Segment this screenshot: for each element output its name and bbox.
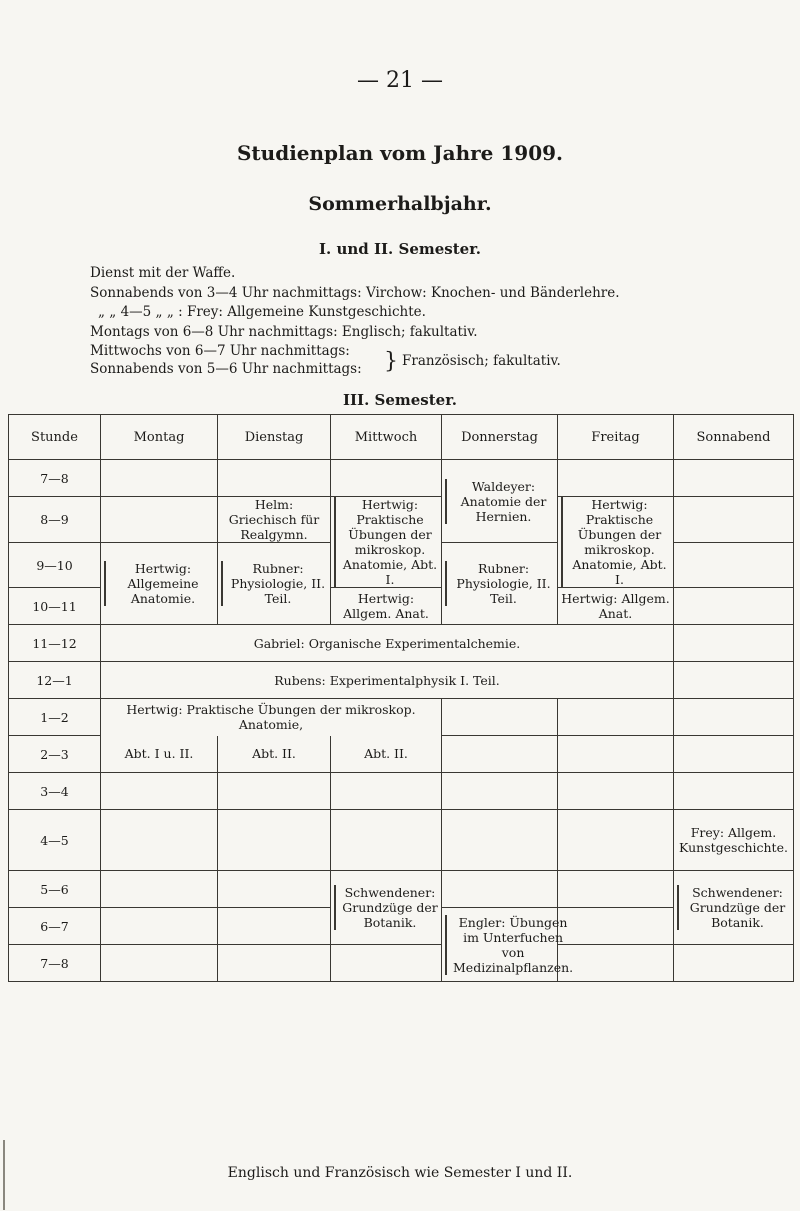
course-cell (101, 625, 674, 662)
hour-cell: 4—5 (9, 810, 101, 871)
empty-cell (558, 773, 674, 810)
empty-cell (218, 460, 331, 497)
hour-cell: 8—9 (9, 497, 101, 543)
course-cell (558, 497, 674, 588)
page-edge-mark (3, 1140, 5, 1210)
empty-cell (218, 871, 331, 908)
empty-cell (558, 945, 674, 982)
empty-cell (101, 497, 218, 543)
empty-cell (674, 625, 794, 662)
empty-cell (218, 773, 331, 810)
hour-cell: 1—2 (9, 699, 101, 736)
empty-cell (558, 736, 674, 773)
schedule-line-3: „ „ 4—5 „ „ : Frey: Allgemeine Kunstgeschichte. (98, 304, 426, 320)
header-dienstag: Dienstag (218, 415, 331, 460)
empty-cell (331, 460, 442, 497)
hour-cell: 10—11 (9, 588, 101, 625)
course-cell (218, 543, 331, 625)
table-row (9, 460, 794, 497)
hour-cell: 12—1 (9, 662, 101, 699)
header-mittwoch: Mittwoch (331, 415, 442, 460)
semester-1-2-heading: I. und II. Semester. (319, 240, 481, 258)
footer-note: Englisch und Französisch wie Semester I und II. (227, 1165, 573, 1181)
course-cell (331, 497, 442, 588)
header-montag: Montag (101, 415, 218, 460)
hour-cell: 5—6 (9, 871, 101, 908)
hour-cell: 3—4 (9, 773, 101, 810)
course-schwendener-wed: Schwendener: Grundzüge der Botanik. (334, 885, 438, 930)
course-cell (101, 699, 442, 736)
table-row (9, 871, 794, 908)
empty-cell (442, 736, 558, 773)
course-cell (331, 736, 442, 773)
course-cell (674, 871, 794, 945)
empty-cell (331, 945, 442, 982)
course-engler: Engler: Übungen im Unterfuchen von Medizinalpflanzen. (445, 915, 573, 975)
course-abt-tue: Abt. II. (252, 746, 296, 762)
schedule-line-6: Sonnabends von 5—6 Uhr nachmittags: (90, 361, 362, 377)
empty-cell (101, 871, 218, 908)
course-cell (442, 460, 558, 543)
empty-cell (674, 543, 794, 588)
course-cell (442, 908, 574, 982)
course-frey: Frey: Allgem. Kunstgeschichte. (679, 825, 788, 855)
empty-cell (101, 773, 218, 810)
empty-cell (218, 945, 331, 982)
course-hertwig-practical: Hertwig: Praktische Übungen der mikroskop. Anatomie, (126, 702, 416, 733)
table-row (9, 625, 794, 662)
empty-cell (558, 699, 674, 736)
empty-cell (442, 773, 558, 810)
empty-cell (674, 497, 794, 543)
page-number: — 21 — (357, 68, 443, 93)
course-rubens: Rubens: Experimentalphysik I. Teil. (274, 672, 500, 688)
course-cell (674, 810, 794, 871)
hour-cell: 2—3 (9, 736, 101, 773)
empty-cell (101, 945, 218, 982)
course-waldeyer: Waldeyer: Anatomie der Hernien. (445, 479, 554, 524)
course-hertwig-wed-10: Hertwig: Allgem. Anat. (343, 591, 429, 621)
hour-cell: 11—12 (9, 625, 101, 662)
header-freitag: Freitag (558, 415, 674, 460)
course-hertwig-wed: Hertwig: Praktische Übungen der mikroskop. Anatomie, Abt. I. (334, 497, 438, 587)
course-rubner-tue: Rubner: Physiologie, II. Teil. (221, 561, 327, 606)
empty-cell (101, 810, 218, 871)
empty-cell (558, 810, 674, 871)
empty-cell (218, 810, 331, 871)
table-row (9, 773, 794, 810)
course-gabriel: Gabriel: Organische Experimentalchemie. (253, 635, 521, 651)
empty-cell (674, 460, 794, 497)
semester-3-heading: III. Semester. (343, 391, 457, 409)
hour-cell: 7—8 (9, 945, 101, 982)
empty-cell (218, 908, 331, 945)
course-cell (218, 497, 331, 543)
course-abt-wed: Abt. II. (364, 746, 408, 762)
document-title: Studienplan vom Jahre 1909. (236, 141, 563, 165)
course-helm: Helm: Griechisch für Realgymn. (228, 497, 320, 542)
course-cell (101, 543, 218, 625)
empty-cell (674, 662, 794, 699)
course-cell (331, 588, 442, 625)
header-stunde: Stunde (9, 415, 101, 460)
empty-cell (331, 810, 442, 871)
course-hertwig-fri-10: Hertwig: Allgem. Anat. (561, 591, 670, 621)
empty-cell (101, 908, 218, 945)
empty-cell (558, 908, 674, 945)
table-row (9, 810, 794, 871)
empty-cell (331, 773, 442, 810)
course-cell (218, 736, 331, 773)
hour-cell: 7—8 (9, 460, 101, 497)
document-subtitle: Sommerhalbjahr. (308, 193, 492, 215)
course-cell (442, 543, 558, 625)
empty-cell (442, 871, 558, 908)
course-cell (331, 871, 442, 945)
empty-cell (674, 699, 794, 736)
empty-cell (674, 945, 794, 982)
empty-cell (442, 810, 558, 871)
course-schwendener-sat: Schwendener: Grundzüge der Botanik. (677, 885, 790, 930)
empty-cell (101, 460, 218, 497)
course-cell (101, 662, 674, 699)
course-rubner-thu: Rubner: Physiologie, II. Teil. (445, 561, 554, 606)
schedule-line-1: Dienst mit der Waffe. (90, 265, 236, 281)
course-cell (101, 736, 218, 773)
empty-cell (558, 871, 674, 908)
french-note: Französisch; fakultativ. (402, 353, 561, 369)
brace-glyph: } (384, 349, 398, 374)
schedule-line-2: Sonnabends von 3—4 Uhr nachmittags: Virchow: Knochen- und Bänderlehre. (90, 285, 620, 301)
table-row (9, 662, 794, 699)
timetable-header-row (9, 415, 794, 460)
schedule-line-4: Montags von 6—8 Uhr nachmittags: Englisch; fakultativ. (90, 324, 478, 340)
header-donnerstag: Donnerstag (442, 415, 558, 460)
empty-cell (442, 699, 558, 736)
course-cell (558, 588, 674, 625)
hour-cell: 9—10 (9, 543, 101, 588)
hour-cell: 6—7 (9, 908, 101, 945)
table-row (9, 945, 794, 982)
timetable (8, 414, 794, 982)
empty-cell (674, 588, 794, 625)
header-sonnabend: Sonnabend (674, 415, 794, 460)
empty-cell (558, 460, 674, 497)
table-row (9, 699, 794, 736)
empty-cell (674, 736, 794, 773)
empty-cell (674, 773, 794, 810)
course-hertwig-mon: Hertwig: Allgemeine Anatomie. (104, 561, 214, 606)
schedule-line-5: Mittwochs von 6—7 Uhr nachmittags: (90, 343, 350, 359)
table-row (9, 736, 794, 773)
course-abt-mon: Abt. I u. II. (124, 746, 194, 762)
course-hertwig-fri: Hertwig: Praktische Übungen der mikroskop. Anatomie, Abt. I. (561, 497, 670, 587)
table-row (9, 497, 794, 543)
